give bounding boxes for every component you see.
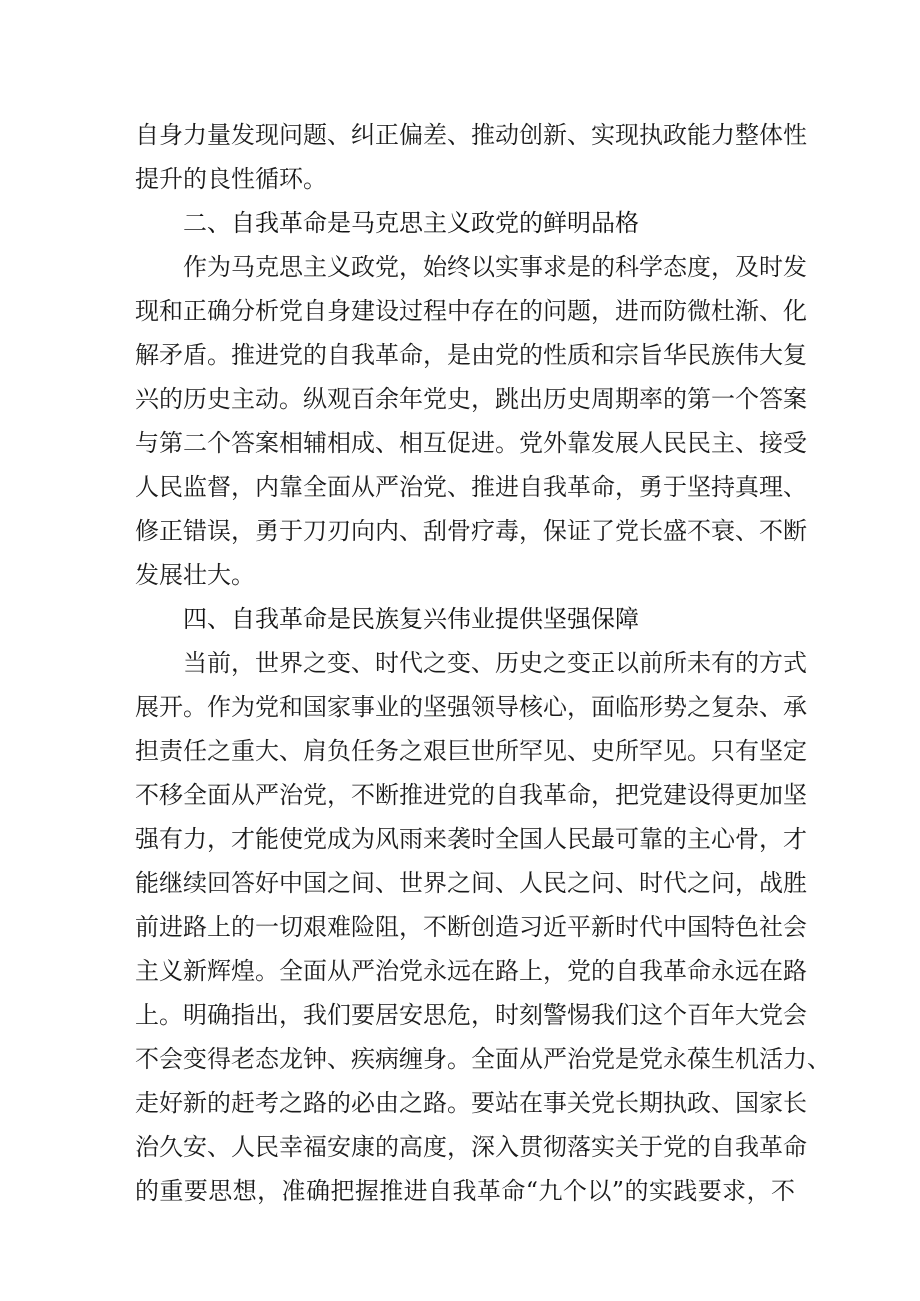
section-two-line-6: 人民监督，内靠全面从严治党、推进自我革命，勇于坚持真理、	[135, 473, 807, 501]
section-four-line-4: 不移全面从严治党，不断推进党的自我革命，把党建设得更加坚	[135, 781, 807, 809]
section-two-line-1: 作为马克思主义政党，始终以实事求是的科学态度，及时发	[183, 253, 807, 281]
section-four-line-13: 的重要思想，准确把握推进自我革命“九个以”的实践要求，不	[135, 1177, 795, 1205]
section-two-line-8: 发展壮大。	[135, 561, 255, 589]
section-two-line-5: 与第二个答案相辅相成、相互促进。党外靠发展人民民主、接受	[135, 429, 807, 457]
section-four-line-5: 强有力，才能使党成为风雨来袭时全国人民最可靠的主心骨，才	[135, 825, 807, 853]
section-four-line-1: 当前，世界之变、时代之变、历史之变正以前所未有的方式	[183, 649, 807, 677]
section-two-line-4: 兴的历史主动。纵观百余年党史，跳出历史周期率的第一个答案	[135, 385, 807, 413]
section-two-line-7: 修正错误，勇于刀刃向内、刮骨疗毒，保证了党长盛不衰、不断	[135, 517, 807, 545]
section-four-line-10: 不会变得老态龙钟、疾病缠身。全面从严治党是党永葆生机活力、	[135, 1045, 831, 1073]
section-four-line-3: 担责任之重大、肩负任务之艰巨世所罕见、史所罕见。只有坚定	[135, 737, 807, 765]
section-four-line-11: 走好新的赶考之路的必由之路。要站在事关党长期执政、国家长	[135, 1089, 807, 1117]
section-four-line-7: 前进路上的一切艰难险阻，不断创造习近平新时代中国特色社会	[135, 913, 807, 941]
section-four-line-2: 展开。作为党和国家事业的坚强领导核心，面临形势之复杂、承	[135, 693, 807, 721]
section-two-line-3: 解矛盾。推进党的自我革命，是由党的性质和宗旨华民族伟大复	[135, 341, 807, 369]
section-four-line-6: 能继续回答好中国之间、世界之间、人民之问、时代之问，战胜	[135, 869, 807, 897]
section-heading-four: 四、自我革命是民族复兴伟业提供坚强保障	[183, 605, 639, 633]
section-heading-two: 二、自我革命是马克思主义政党的鲜明品格	[183, 209, 639, 237]
intro-line-2: 提升的良性循环。	[135, 165, 327, 193]
section-four-line-12: 治久安、人民幸福安康的高度，深入贯彻落实关于党的自我革命	[135, 1133, 807, 1161]
section-two-line-2: 现和正确分析党自身建设过程中存在的问题，进而防微杜渐、化	[135, 297, 807, 325]
section-four-line-8: 主义新辉煌。全面从严治党永远在路上，党的自我革命永远在路	[135, 957, 807, 985]
section-four-line-9: 上。明确指出，我们要居安思危，时刻警惕我们这个百年大党会	[135, 1001, 807, 1029]
intro-line-1: 自身力量发现问题、纠正偏差、推动创新、实现执政能力整体性	[135, 121, 807, 149]
